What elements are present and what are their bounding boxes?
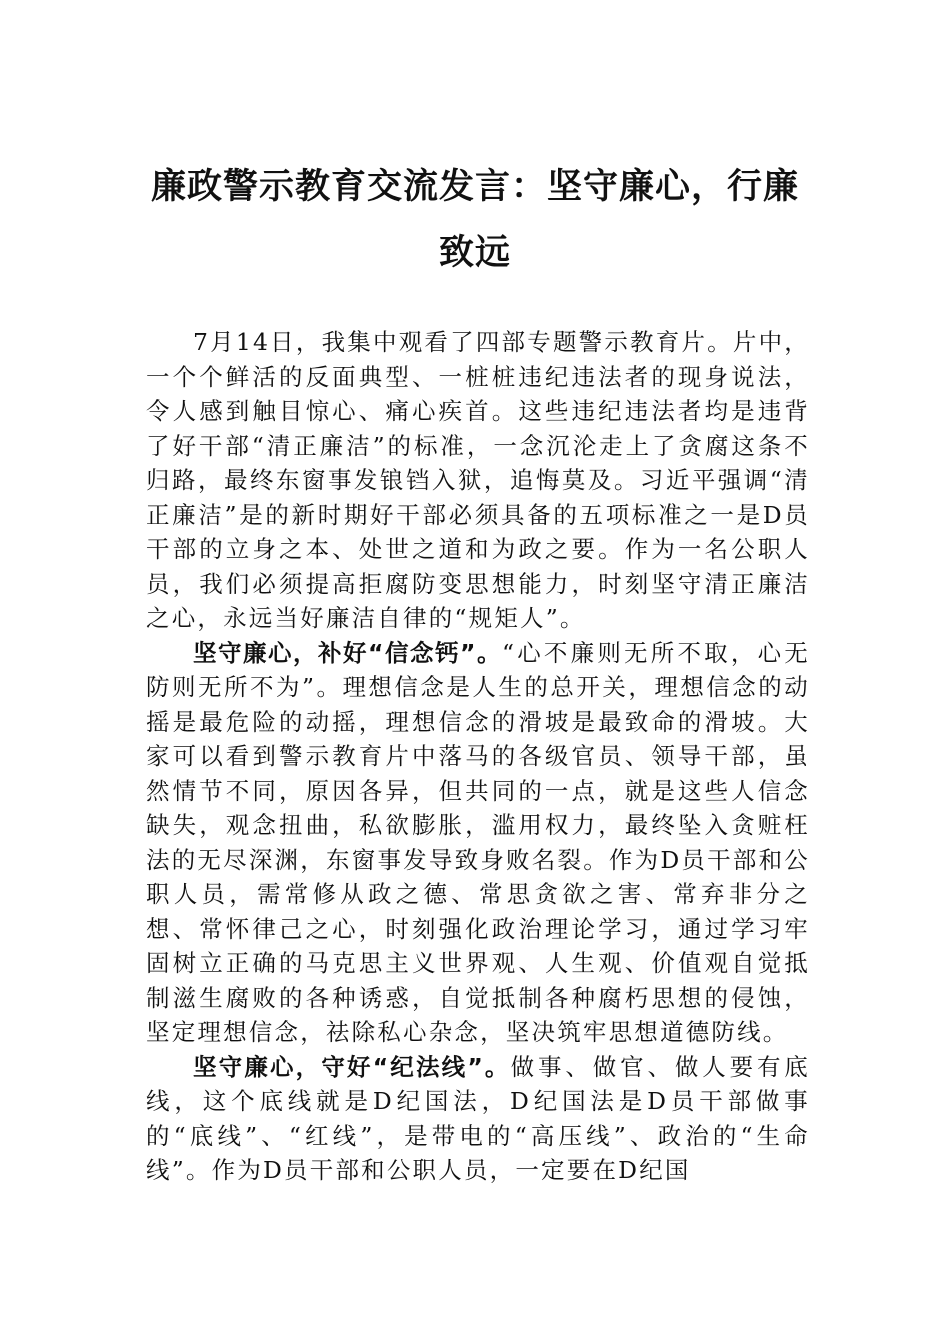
document-body: [146, 325, 810, 1188]
paragraph-belief-heading: 坚守廉心，补好“信念钙”。: [193, 638, 502, 667]
paragraph-belief-text: “心不廉则无所不取，心无防则无所不为”。理想信念是人生的总开关，理想信念的动摇是最危险的动摇，理想信念的滑坡是最致命的滑坡。大家可以看到警示教育片中落马的各级官员、领导干部，虽然情节不同，原因各异，但共同的一点，就是这些人信念缺失，观念扭曲，私欲膨胀，滥用权力，最终坠入贪赃枉法的无尽深渊，东窗事发导致身败名裂。作为D员干部和公职人员，需常修从政之德、常思贪欲之害、常弃非分之想、常怀律己之心，时刻强化政治理论学习，通过学习牢固树立正确的马克思主义世界观、人生观、价值观自觉抵制滋生腐败的各种诱惑，自觉抵制各种腐朽思想的侵蚀，坚定理想信念，祛除私心杂念，坚决筑牢思想道德防线。: [146, 638, 810, 1046]
paragraph-intro: [146, 325, 810, 636]
paragraph-belief: [146, 636, 810, 1050]
paragraph-discipline: [146, 1050, 810, 1188]
paragraph-discipline-text: 做事、做官、做人要有底线，这个底线就是D纪国法，D纪国法是D员干部做事的“底线”、“红线”，是带电的“高压线”、政治的“生命线”。作为D员干部和公职人员，一定要在D纪国: [146, 1052, 811, 1184]
paragraph-intro-text: 7月14日，我集中观看了四部专题警示教育片。片中，一个个鲜活的反面典型、一桩桩违纪违法者的现身说法，令人感到触目惊心、痛心疾首。这些违纪违法者均是违背了好干部“清正廉洁”的标准，一念沉沦走上了贪腐这条不归路，最终东窗事发锒铛入狱，追悔莫及。习近平强调“清正廉洁”是的新时期好干部必须具备的五项标准之一是D员干部的立身之本、处世之道和为政之要。作为一名公职人员，我们必须提高拒腐防变思想能力，时刻坚守清正廉洁之心，永远当好廉洁自律的“规矩人”。: [146, 328, 810, 632]
document-title: 廉政警示教育交流发言：坚守廉心，行廉致远: [150, 167, 799, 273]
paragraph-discipline-heading: 坚守廉心，守好“纪法线”。: [193, 1052, 511, 1081]
